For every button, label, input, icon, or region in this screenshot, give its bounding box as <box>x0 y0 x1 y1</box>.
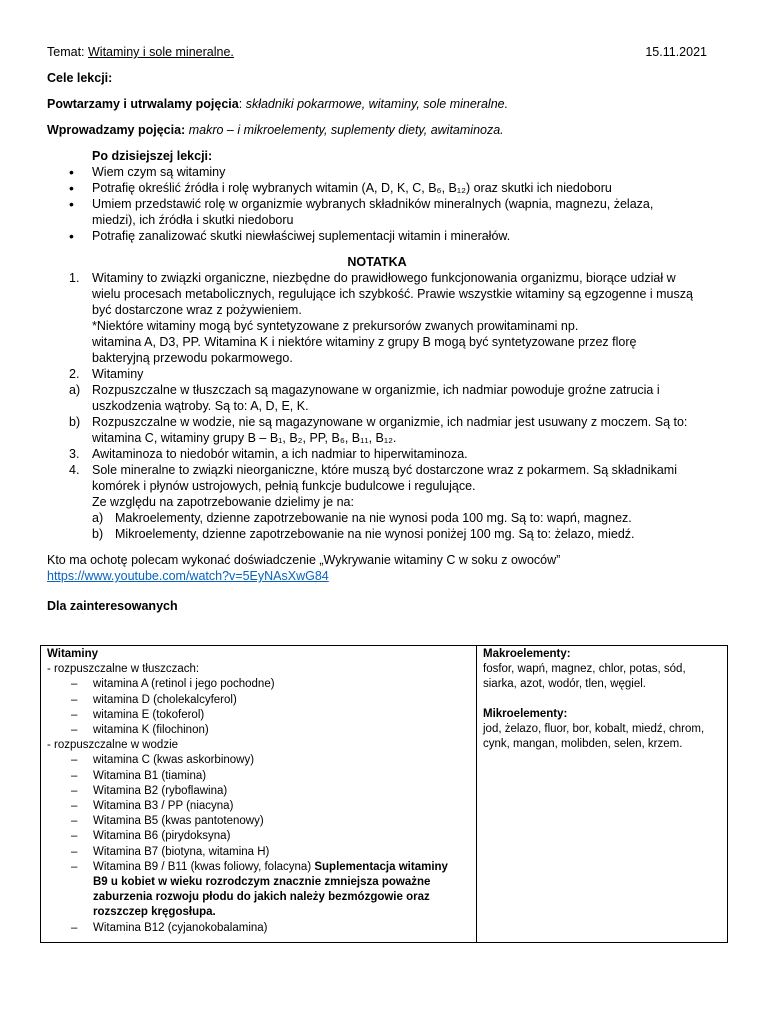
topic-title: Witaminy i sole mineralne. <box>88 45 234 59</box>
topic: Temat: Witaminy i sole mineralne. <box>47 45 234 59</box>
experiment-text: Kto ma ochotę polecam wykonać doświadczenie „Wykrywanie witaminy C w soku z owoców” <box>47 553 561 567</box>
vitamin-item: – witamina C (kwas askorbinowy) <box>47 753 470 768</box>
after-lesson-title: Po dzisiejszej lekcji: <box>92 149 213 163</box>
elements-cell <box>477 646 728 943</box>
interested-title: Dla zainteresowanych <box>47 599 178 613</box>
goal-item: • Potrafię określić źródła i rolę wybranych witamin (A, D, K, C, B₆, B₁₂) oraz skutki ich niedoboru <box>47 180 707 196</box>
note-text: witamina C, witaminy grupy B – B₁, B₂, PP, B₆, B₁₁, B₁₂. <box>92 431 397 445</box>
note-text: Sole mineralne to związki nieorganiczne, które muszą być dostarczone wraz z pokarmem. Są składnikami <box>92 463 677 477</box>
micro-line: cynk, mangan, molibden, selen, krzem. <box>483 738 683 751</box>
vitamins-cell <box>41 646 477 943</box>
note-line <box>47 414 707 430</box>
note-line <box>47 350 707 366</box>
note-text: Awitaminoza to niedobór witamin, a ich nadmiar to hiperwitaminoza. <box>92 447 468 461</box>
vitamin-item: – Witamina B6 (pirydoksyna) <box>47 829 470 844</box>
note-text: Witaminy to związki organiczne, niezbędne do prawidłowego funkcjonowania organizmu, biorące udział w <box>92 271 676 285</box>
header-row <box>47 44 707 60</box>
note-subitem-letter: b) <box>92 527 104 541</box>
note-text: wielu procesach metabolicznych, regulujące ich szybkość. Prawie wszystkie witaminy są egzogenne i muszą <box>92 287 693 301</box>
goal-item: • Umiem przedstawić rolę w organizmie wybranych składników mineralnych (wapnia, magnezu, żelaza, <box>47 196 707 212</box>
note-subitem-text: Makroelementy, dzienne zapotrzebowanie na nie wynosi poda 100 mg. Są to: wapń, magnez. <box>115 511 632 525</box>
b9-note: zaburzenia rozwoju płodu do jakich należy bezmózgowie oraz <box>93 891 430 904</box>
note-number: b) <box>69 415 81 429</box>
note-subitem-text: Mikroelementy, dzienne zapotrzebowanie na nie wynosi poniżej 100 mg. Są to: żelazo, miedź. <box>115 527 635 541</box>
note-number: 4. <box>69 463 80 477</box>
notes-sublist <box>47 510 707 542</box>
date: 15.11.2021 <box>645 45 707 59</box>
micro-line: jod, żelazo, fluor, bor, kobalt, miedź, chrom, <box>483 722 705 735</box>
note-number: 2. <box>69 367 80 381</box>
note-line <box>47 494 707 510</box>
note-line <box>47 478 707 494</box>
note-subitem-letter: a) <box>92 511 104 525</box>
goals-title: Cele lekcji: <box>47 71 113 85</box>
notes-title: NOTATKA <box>347 255 407 269</box>
notes-list <box>47 270 707 510</box>
repeat-line: Powtarzamy i utrwalamy pojęcia: składniki pokarmowe, witaminy, sole mineralne. <box>47 97 509 111</box>
note-text: Rozpuszczalne w wodzie, nie są magazynowane w organizmie, ich nadmiar jest usuwany z moczem. Są to: <box>92 415 688 429</box>
vitamin-item: – Witamina B2 (ryboflawina) <box>47 784 470 799</box>
note-subitem <box>47 526 707 542</box>
note-line <box>47 462 707 478</box>
introduce-line: Wprowadzamy pojęcia: makro – i mikroelementy, suplementy diety, awitaminoza. <box>47 123 504 137</box>
note-text: bakteryjną przewodu pokarmowego. <box>92 351 293 365</box>
note-line <box>47 398 707 414</box>
vitamin-item: – Witamina B12 (cyjanokobalamina) <box>47 921 470 936</box>
note-line <box>47 270 707 286</box>
vitamin-item: – Witamina B5 (kwas pantotenowy) <box>47 814 470 829</box>
vitamin-item: – Witamina B7 (biotyna, witamina H) <box>47 845 470 860</box>
macro-line: siarka, azot, wodór, tlen, węgiel. <box>483 678 646 691</box>
vitamin-item: – witamina D (cholekalcyferol) <box>47 693 470 708</box>
macro-line: fosfor, wapń, magnez, chlor, potas, sód, <box>483 663 686 676</box>
note-text: Rozpuszczalne w tłuszczach są magazynowane w organizmie, ich nadmiar powoduje groźne zatrucia i <box>92 383 660 397</box>
b9-note: B9 u kobiet w wieku rozrodczym znacznie zmniejsza poważne <box>93 876 431 889</box>
vitamin-item: – Witamina B3 / PP (niacyna) <box>47 799 470 814</box>
document-page <box>47 44 707 614</box>
vitamin-item: – witamina E (tokoferol) <box>47 708 470 723</box>
experiment-link[interactable]: https://www.youtube.com/watch?v=5EyNAsXwG84 <box>47 569 329 583</box>
vitamin-item-b9: – Witamina B9 / B11 (kwas foliowy, folacyna) Suplementacja witaminy <box>47 860 470 875</box>
b9-note: rozszczep kręgosłupa. <box>93 906 216 919</box>
note-line <box>47 318 707 334</box>
note-line <box>47 302 707 318</box>
note-text: uszkodzenia wątroby. Są to: A, D, E, K. <box>92 399 309 413</box>
note-subitem <box>47 510 707 526</box>
fat-soluble-label: - rozpuszczalne w tłuszczach: <box>47 663 200 676</box>
note-line <box>47 366 707 382</box>
note-text: Witaminy <box>92 367 144 381</box>
note-line <box>47 430 707 446</box>
note-text: być dostarczone wraz z pożywieniem. <box>92 303 302 317</box>
macro-title: Makroelementy: <box>483 648 571 660</box>
goal-item-continued: miedzi), ich źródła i skutki niedoboru <box>92 213 294 227</box>
note-line <box>47 334 707 350</box>
note-number: 1. <box>69 271 80 285</box>
water-soluble-label: - rozpuszczalne w wodzie <box>47 739 179 752</box>
vitamin-item: – witamina K (filochinon) <box>47 723 470 738</box>
note-line <box>47 382 707 398</box>
note-number: a) <box>69 383 81 397</box>
goal-item: • Potrafię zanalizować skutki niewłaściwej suplementacji witamin i minerałów. <box>47 228 707 244</box>
note-text: Ze względu na zapotrzebowanie dzielimy je na: <box>92 495 354 509</box>
vitamins-title: Witaminy <box>47 648 99 660</box>
vitamin-item: – witamina A (retinol i jego pochodne) <box>47 677 470 692</box>
note-text: komórek i płynów ustrojowych, pełnią funkcje budulcowe i regulujące. <box>92 479 476 493</box>
note-text: *Niektóre witaminy mogą być syntetyzowane z prekursorów zwanych prowitaminami np. <box>92 319 579 333</box>
micro-title: Mikroelementy: <box>483 707 568 720</box>
note-line <box>47 446 707 462</box>
note-line <box>47 286 707 302</box>
note-text: witamina A, D3, PP. Witamina K i niektóre witaminy z grupy B mogą być syntetyzowane przez florę <box>92 335 637 349</box>
goal-item: • Wiem czym są witaminy <box>47 164 707 180</box>
info-table <box>40 645 728 943</box>
vitamin-item: – Witamina B1 (tiamina) <box>47 769 470 784</box>
note-number: 3. <box>69 447 80 461</box>
